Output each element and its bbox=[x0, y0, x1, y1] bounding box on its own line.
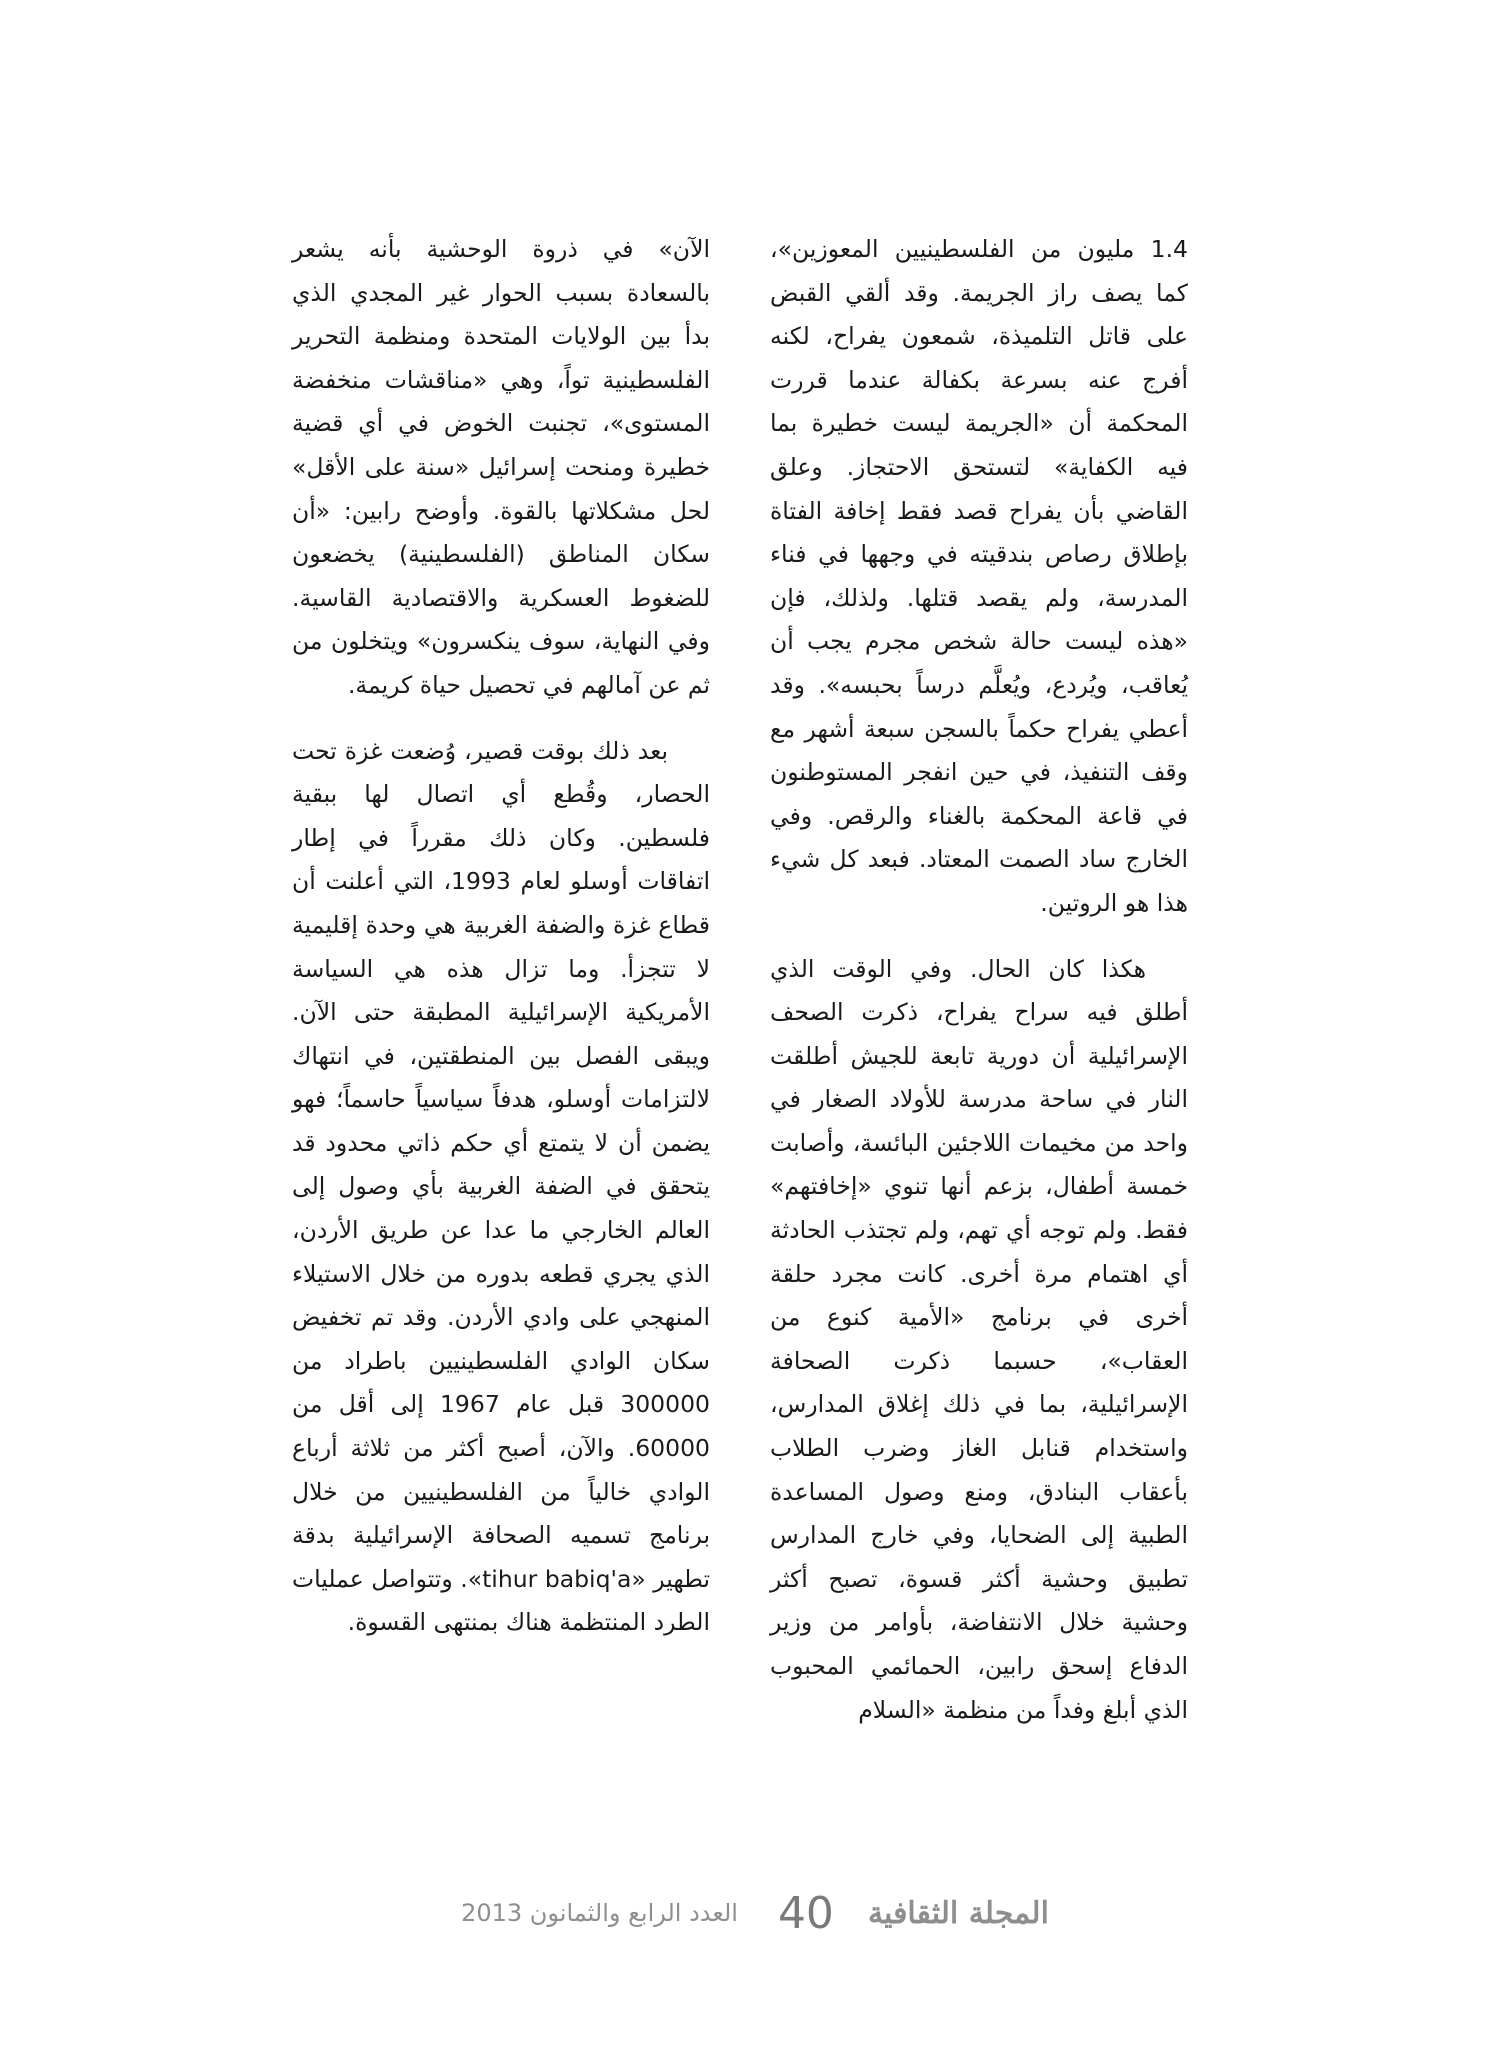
article-column-right bbox=[770, 228, 1188, 1732]
page-number: 40 bbox=[777, 1887, 834, 1939]
magazine-name: المجلة الثقافية bbox=[867, 1895, 1049, 1931]
issue-label: العدد الرابع والثمانون 2013 bbox=[461, 1899, 738, 1927]
article-column-left bbox=[292, 228, 710, 1645]
paragraph: 1.4 مليون من الفلسطينيين المعوزين»، كما يصف راز الجريمة. وقد ألقي القبض على قاتل التلميذة، شمعون يفراح، لكنه أفرج عنه بسرعة بكفالة عندما قررت المحكمة أن «الجريمة ليست خطيرة بما فيه الكفاية» لتستحق الاحتجاز. وعلق القاضي بأن يفراح قصد فقط إخافة الفتاة بإطلاق رصاص بندقيته في وجهها في فناء المدرسة، ولم يقصد قتلها. ولذلك، فإن «هذه ليست حالة شخص مجرم يجب أن يُعاقب، ويُردع، ويُعلَّم درساً بحبسه». وقد أعطي يفراح حكماً بالسجن سبعة أشهر مع وقف التنفيذ، في حين انفجر المستوطنون في قاعة المحكمة بالغناء والرقص. وفي الخارج ساد الصمت المعتاد. فبعد كل شيء هذا هو الروتين. bbox=[770, 235, 1188, 917]
page-footer bbox=[420, 1888, 1090, 1938]
paragraph: بعد ذلك بوقت قصير، وُضعت غزة تحت الحصار، وقُطع أي اتصال لها ببقية فلسطين. وكان ذلك مقرراً في إطار اتفاقات أوسلو لعام 1993، التي أعلنت أن قطاع غزة والضفة الغربية هي وحدة إقليمية لا تتجزأ. وما تزال هذه هي السياسة الأمريكية الإسرائيلية المطبقة حتى الآن. ويبقى الفصل بين المنطقتين، في انتهاك لالتزامات أوسلو، هدفاً سياسياً حاسماً؛ فهو يضمن أن لا يتمتع أي حكم ذاتي محدود قد يتحقق في الضفة الغربية بأي وصول إلى العالم الخارجي ما عدا عن طريق الأردن، الذي يجري قطعه بدوره من خلال الاستيلاء المنهجي على وادي الأردن. وقد تم تخفيض سكان الوادي الفلسطينيين باطراد من 300000 قبل عام 1967 إلى أقل من 60000. والآن، أصبح أكثر من ثلاثة أرباع الوادي خالياً من الفلسطينيين من خلال برنامج تسميه الصحافة الإسرائيلية بدقة تطهير «tihur babiq'a». وتتواصل عمليات الطرد المنتظمة هناك بمنتهى القسوة. bbox=[292, 736, 710, 1637]
paragraph: هكذا كان الحال. وفي الوقت الذي أطلق فيه سراح يفراح، ذكرت الصحف الإسرائيلية أن دورية تابعة للجيش أطلقت النار في ساحة مدرسة للأولاد الصغار في واحد من مخيمات اللاجئين البائسة، وأصابت خمسة أطفال، بزعم أنها تنوي «إخافتهم» فقط. ولم توجه أي تهم، ولم تجتذب الحادثة أي اهتمام مرة أخرى. كانت مجرد حلقة أخرى في برنامج «الأمية كنوع من العقاب»، حسبما ذكرت الصحافة الإسرائيلية، بما في ذلك إغلاق المدارس، واستخدام قنابل الغاز وضرب الطلاب بأعقاب البنادق، ومنع وصول المساعدة الطبية إلى الضحايا، وفي خارج المدارس تطبيق وحشية أكثر قسوة، تصبح أكثر وحشية خلال الانتفاضة، بأوامر من وزير الدفاع إسحق رابين، الحمائمي المحبوب الذي أبلغ وفداً من منظمة «السلام bbox=[770, 954, 1188, 1724]
paragraph: الآن» في ذروة الوحشية بأنه يشعر بالسعادة بسبب الحوار غير المجدي الذي بدأ بين الولايات المتحدة ومنظمة التحرير الفلسطينية تواً، وهي «مناقشات منخفضة المستوى»، تجنبت الخوض في أي قضية خطيرة ومنحت إسرائيل «سنة على الأقل» لحل مشكلاتها بالقوة. وأوضح رابين: «أن سكان المناطق (الفلسطينية) يخضعون للضغوط العسكرية والاقتصادية القاسية. وفي النهاية، سوف ينكسرون» ويتخلون من ثم عن آمالهم في تحصيل حياة كريمة. bbox=[292, 235, 710, 699]
